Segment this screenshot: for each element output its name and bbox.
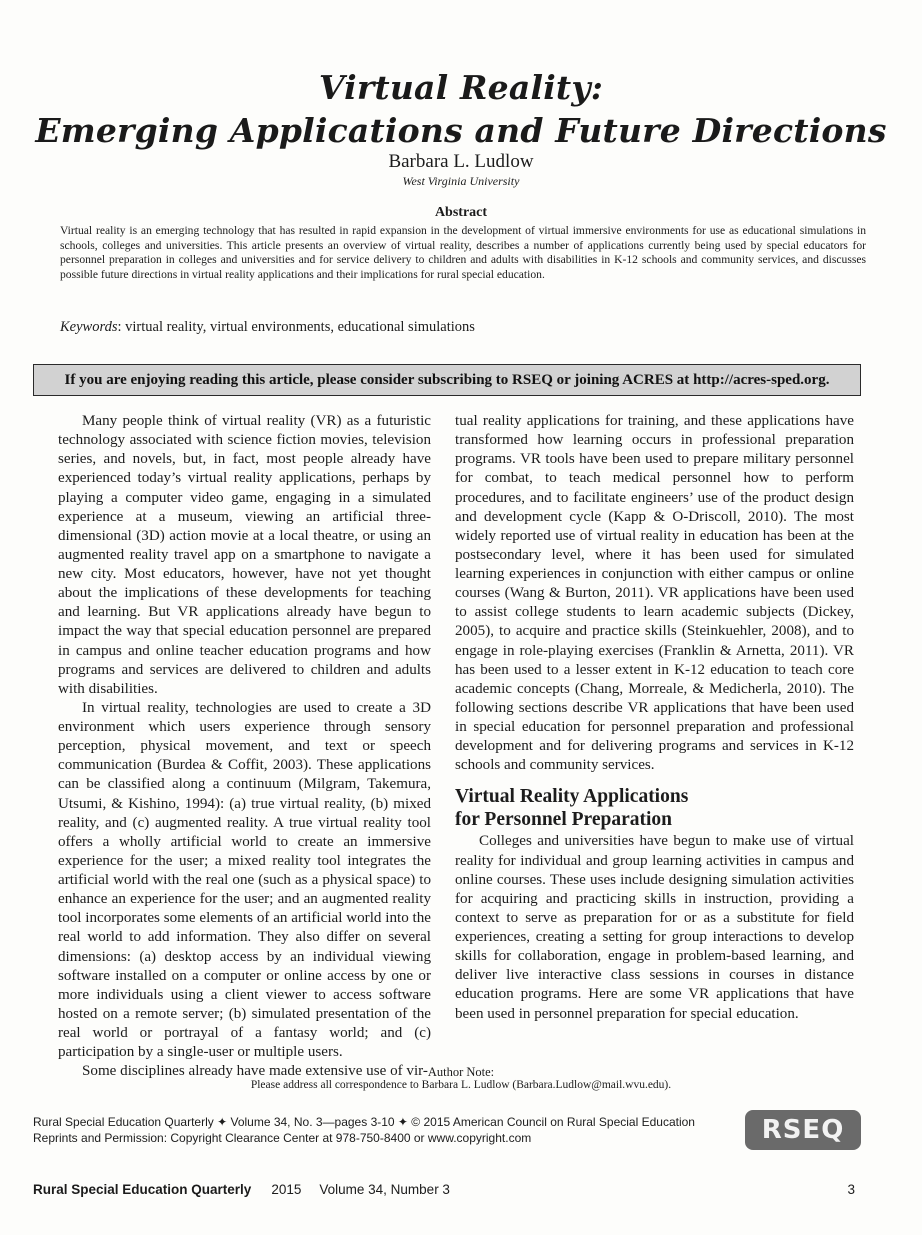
footer-journal: Rural Special Education Quarterly bbox=[33, 1182, 252, 1197]
subscribe-banner bbox=[33, 364, 861, 396]
subscribe-banner-text: If you are enjoying reading this article, please consider subscribing to RSEQ or joining ACRES at http://acres-sped.org. bbox=[64, 371, 830, 388]
author-name: Barbara L. Ludlow bbox=[388, 151, 534, 172]
page-number: 3 bbox=[847, 1182, 855, 1197]
page-footer bbox=[33, 1182, 855, 1197]
acres-link[interactable]: http://acres-sped.org. bbox=[693, 371, 830, 388]
reprints-line: Reprints and Permission: Copyright Clearance Center at 978-750-8400 or www.copyright.com bbox=[33, 1131, 532, 1146]
keywords-text: : virtual reality, virtual environments, educational simulations bbox=[117, 319, 475, 335]
article-title-line-1: Virtual Reality: bbox=[318, 68, 604, 107]
author-note-text: Please address all correspondence to Barbara L. Ludlow (Barbara.Ludlow@mail.wvu.edu). bbox=[250, 1079, 672, 1091]
author-affiliation: West Virginia University bbox=[402, 174, 520, 188]
citation-block bbox=[33, 1114, 753, 1146]
rseq-logo: RSEQ bbox=[745, 1110, 861, 1150]
footer-year: 2015 bbox=[271, 1182, 302, 1197]
article-title-line-2: Emerging Applications and Future Directions bbox=[35, 111, 887, 150]
paragraph: tual reality applications for training, and these applications have transformed how learning occurs in professional preparation programs. VR tools have been used to prepare military personnel for combat, to teach medical personnel how to perform procedures, and to facilitate engineers’ use of the product design and development cycle (Kapp & O-Driscoll, 2010). The most widely reported use of virtual reality in education has been at the postsecondary level, where it has been used for simulated learning experiences in conjunction with either campus or online courses (Wang & Burton, 2011). VR applications have been used to assist college students to learn academic subjects (Dickey, 2005), to acquire and practice skills (Steinkuehler, 2008), and to engage in role-playing exercises (Franklin & Arnetta, 2011). VR has been used to a lesser extent in K-12 education to teach core academic concepts (Chang, Morreale, & Medicherla, 2010). The following sections describe VR applications that have been used in special education for personnel preparation and professional development and for delivering programs and services in K-12 schools and community services. bbox=[455, 413, 854, 774]
author-note-heading: Author Note: bbox=[427, 1065, 495, 1079]
abstract-text: Virtual reality is an emerging technology that has resulted in rapid expansion in the development of virtual immersive environments for use as educational simulations in schools, colleges and universities. This article presents an overview of virtual reality, describes a number of applications currently being used by special educators for personnel preparation in colleges and universities and for service delivery to children and adults with disabilities in K-12 schools and community services, and discusses possible future directions in virtual reality applications and their implications for rural special education. bbox=[60, 224, 866, 282]
paragraph: In virtual reality, technologies are used to create a 3D environment which users experience through sensory perception, physical movement, and text or speech communication (Burdea & Coffit, 2003). These applications can be classified along a continuum (Milgram, Takemura, Utsumi, & Kishino, 1994): (a) true virtual reality, (b) mixed reality, and (c) augmented reality. A true virtual reality tool offers a wholly artificial world to create an immersive experience for the user; a mixed reality tool integrates the artificial world with the real one (such as a physical space) to enhance an experience for the user; and an augmented reality tool incorporates some elements of an artificial world into the real world to add information. They also differ on several dimensions: (a) desktop access by an individual viewing software installed on a computer or online access by one or more individuals using a client viewer to access software hosted on a remote server; (b) simulated presentation of the real world or portrayal of a fantasy world; and (c) participation by a single-user or multiple users. bbox=[58, 699, 431, 1061]
paragraph: Some disciplines already have made extensive use of vir- bbox=[82, 1063, 428, 1080]
body-column-right bbox=[455, 412, 854, 1024]
paragraph: Colleges and universities have begun to make use of virtual reality for individual and group learning activities in campus and online courses. These uses include designing simulation activities for acquiring and practicing skills in instruction, providing a context to serve as preparation for or as a substitute for field experiences, creating a setting for group interactions to develop skills for collaboration, engage in problem-based learning, and deliver live interactive class sessions in courses in distance education programs. Here are some VR applications that have been used in personnel preparation for special education. bbox=[455, 833, 854, 1022]
paragraph: Many people think of virtual reality (VR) as a futuristic technology associated with science fiction movies, television series, and novels, but, in fact, most people already have experienced today’s virtual reality applications, perhaps by playing a computer video game, engaging in a simulated experience at a museum, viewing an artificial three-dimensional (3D) action movie at a local theatre, or using an augmented reality travel app on a smartphone to navigate a new city. Most educators, however, have not yet thought about the implications of these developments for teaching and learning. But VR applications already have begun to impact the way that special education personnel are prepared in campus and online teacher education programs and how programs and services are delivered to children and adults with disabilities. bbox=[58, 413, 431, 697]
section-heading: Virtual Reality Applications for Personnel Preparation bbox=[455, 786, 689, 831]
keywords bbox=[60, 319, 866, 336]
keywords-label: Keywords bbox=[60, 319, 118, 335]
citation-line: Rural Special Education Quarterly ✦ Volume 34, No. 3—pages 3-10 ✦ © 2015 American Council on Rural Special Education bbox=[33, 1115, 695, 1129]
footer-volume: Volume 34, Number 3 bbox=[319, 1182, 450, 1197]
abstract-heading: Abstract bbox=[434, 205, 488, 220]
body-column-left bbox=[58, 412, 431, 1081]
